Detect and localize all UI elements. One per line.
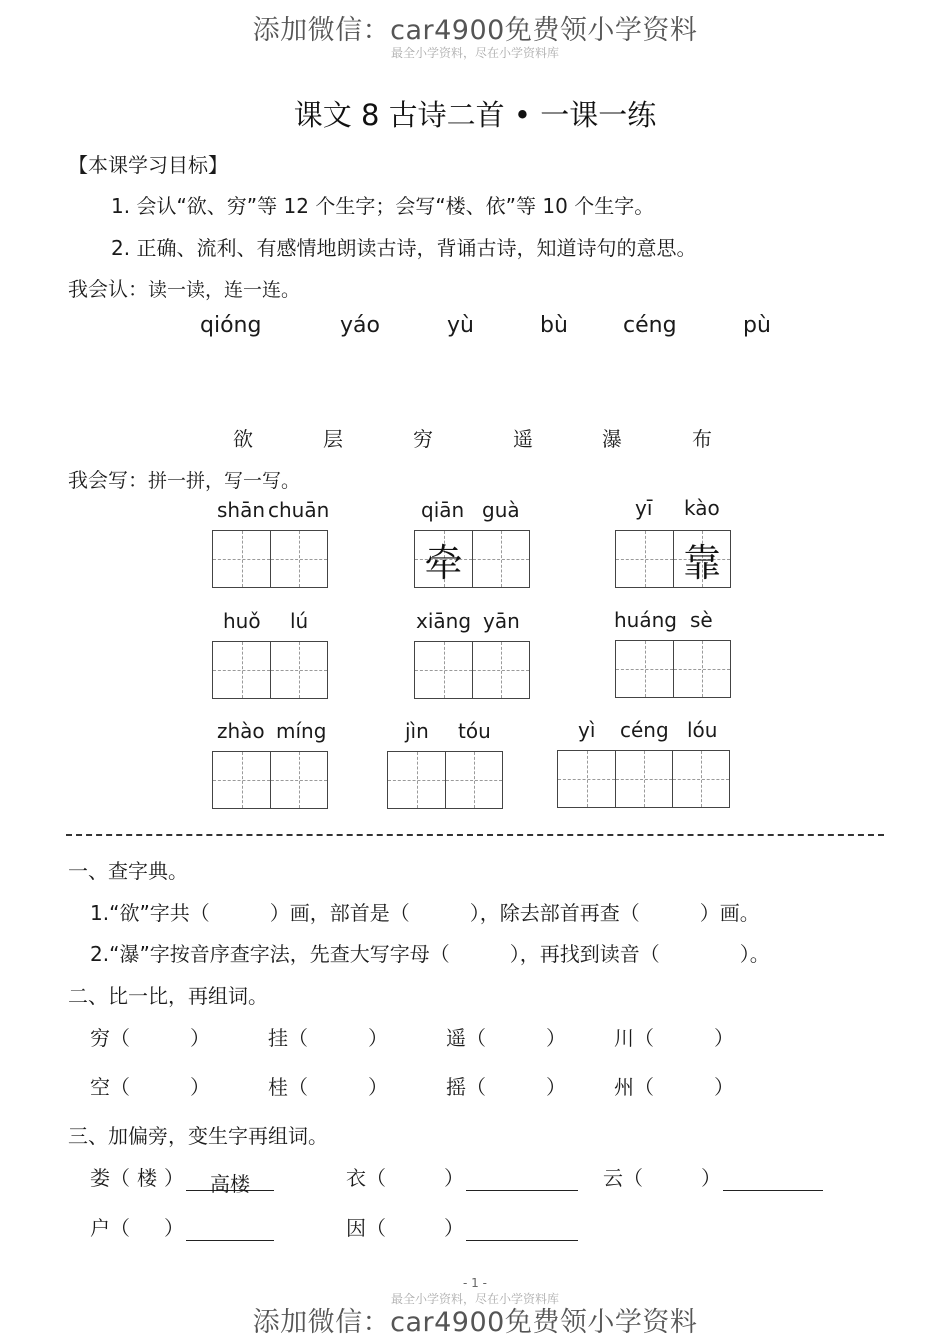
writing-grid[interactable] xyxy=(615,530,731,588)
grid-cell[interactable] xyxy=(472,531,529,587)
grid-cell[interactable] xyxy=(616,531,673,587)
grid-cell[interactable] xyxy=(615,751,672,807)
write-pinyin: yì xyxy=(578,718,596,742)
page-title: 课文 8 古诗二首 • 一课一练 xyxy=(293,98,657,132)
writing-grid[interactable] xyxy=(212,530,328,588)
grid-cell[interactable] xyxy=(558,751,615,807)
grid-cell[interactable] xyxy=(270,531,327,587)
write-pinyin: céng xyxy=(620,718,669,742)
grid-cell[interactable]: 牵 xyxy=(415,531,472,587)
compare-item: 遥（ ） xyxy=(446,1026,566,1050)
grid-cell[interactable] xyxy=(445,752,502,808)
compare-item: 州（ ） xyxy=(614,1075,734,1099)
radical-item: 娄（ 楼 ） 高楼 xyxy=(90,1162,274,1191)
grid-cell[interactable] xyxy=(672,751,729,807)
goal-item: 1. 会认“欲、穷”等 12 个生字；会写“楼、依”等 10 个生字。 xyxy=(111,194,655,218)
section1-question-1: 1.“欲”字共（ ）画，部首是（ ），除去部首再查（ ）画。 xyxy=(90,901,760,925)
write-pinyin: shān xyxy=(217,498,266,522)
match-char: 布 xyxy=(692,427,712,451)
watermark-bottom: 添加微信：car4900免费领小学资料 xyxy=(252,1307,698,1338)
compare-item: 川（ ） xyxy=(614,1026,734,1050)
write-label: 我会写： xyxy=(68,468,148,492)
write-pinyin: lú xyxy=(290,609,309,633)
compare-item: 空（ ） xyxy=(90,1075,210,1099)
match-char: 瀑 xyxy=(602,427,622,451)
writing-grid[interactable] xyxy=(557,750,730,808)
compare-item: 摇（ ） xyxy=(446,1075,566,1099)
writing-grid[interactable] xyxy=(615,640,731,698)
section3-heading: 三、加偏旁，变生字再组词。 xyxy=(68,1124,328,1148)
answer-line[interactable]: 高楼 xyxy=(186,1168,274,1191)
writing-grid[interactable] xyxy=(414,641,530,699)
writing-grid[interactable] xyxy=(212,751,328,809)
write-pinyin: yī xyxy=(635,496,653,520)
grid-cell[interactable] xyxy=(388,752,445,808)
write-pinyin: míng xyxy=(276,719,327,743)
grid-cell[interactable] xyxy=(472,642,529,698)
section-divider xyxy=(66,834,884,836)
page-number: - 1 - xyxy=(463,1276,487,1290)
write-pinyin: guà xyxy=(482,498,520,522)
match-char: 层 xyxy=(323,427,343,451)
writing-grid[interactable] xyxy=(387,751,503,809)
grid-cell[interactable] xyxy=(270,752,327,808)
write-pinyin: huǒ xyxy=(223,609,261,633)
match-char: 遥 xyxy=(513,427,533,451)
write-pinyin: chuān xyxy=(268,498,330,522)
answer-line[interactable] xyxy=(186,1218,274,1241)
goal-item: 2. 正确、流利、有感情地朗读古诗，背诵古诗，知道诗句的意思。 xyxy=(111,236,697,260)
write-section xyxy=(68,464,300,493)
grid-cell[interactable] xyxy=(673,641,730,697)
watermark-top: 添加微信：car4900免费领小学资料 xyxy=(252,15,698,46)
pinyin-word: pù xyxy=(743,313,771,338)
compare-item: 穷（ ） xyxy=(90,1026,210,1050)
radical-item: 衣（ ） xyxy=(346,1162,578,1191)
pinyin-word: qióng xyxy=(200,313,262,338)
grid-cell[interactable] xyxy=(270,642,327,698)
pinyin-word: bù xyxy=(540,313,568,338)
write-pinyin: lóu xyxy=(687,718,718,742)
write-pinyin: tóu xyxy=(458,719,491,743)
compare-item: 桂（ ） xyxy=(268,1075,388,1099)
answer-line[interactable] xyxy=(466,1218,578,1241)
recognize-label: 我会认： xyxy=(68,277,148,301)
pinyin-word: yù xyxy=(447,313,474,338)
writing-grid[interactable] xyxy=(212,641,328,699)
answer-line[interactable] xyxy=(466,1168,578,1191)
write-pinyin: qiān xyxy=(421,498,465,522)
write-pinyin: xiāng xyxy=(416,609,472,633)
section1-heading: 一、查字典。 xyxy=(68,859,188,883)
write-pinyin: yān xyxy=(483,609,520,633)
radical-item: 户（ ） xyxy=(90,1212,274,1241)
grid-cell[interactable] xyxy=(213,752,270,808)
write-instruction: 拼一拼，写一写。 xyxy=(148,470,301,492)
match-char: 穷 xyxy=(413,427,433,451)
recognize-instruction: 读一读，连一连。 xyxy=(148,279,301,301)
compare-item: 挂（ ） xyxy=(268,1026,388,1050)
section1-question-2: 2.“瀑”字按音序查字法，先查大写字母（ ），再找到读音（ ）。 xyxy=(90,942,770,966)
section2-heading: 二、比一比，再组词。 xyxy=(68,984,268,1008)
writing-grid[interactable] xyxy=(414,530,530,588)
grid-cell[interactable]: 靠 xyxy=(673,531,730,587)
goals-heading: 【本课学习目标】 xyxy=(68,153,228,177)
radical-item: 云（ ） xyxy=(603,1162,823,1191)
write-pinyin: kào xyxy=(684,496,720,520)
grid-cell[interactable] xyxy=(415,642,472,698)
answer-line[interactable] xyxy=(723,1168,823,1191)
radical-item: 因（ ） xyxy=(346,1212,578,1241)
grid-cell[interactable] xyxy=(213,531,270,587)
pinyin-word: céng xyxy=(623,313,677,338)
write-pinyin: huáng xyxy=(614,608,677,632)
footer-sub: 最全小学资料，尽在小学资料库 xyxy=(390,1292,559,1306)
write-pinyin: jìn xyxy=(405,719,429,743)
watermark-top-sub: 最全小学资料，尽在小学资料库 xyxy=(390,46,559,60)
write-pinyin: sè xyxy=(690,608,713,632)
grid-cell[interactable] xyxy=(616,641,673,697)
write-pinyin: zhào xyxy=(217,719,265,743)
recognize-section xyxy=(68,273,300,302)
match-char: 欲 xyxy=(233,427,253,451)
pinyin-word: yáo xyxy=(340,313,380,338)
grid-cell[interactable] xyxy=(213,642,270,698)
